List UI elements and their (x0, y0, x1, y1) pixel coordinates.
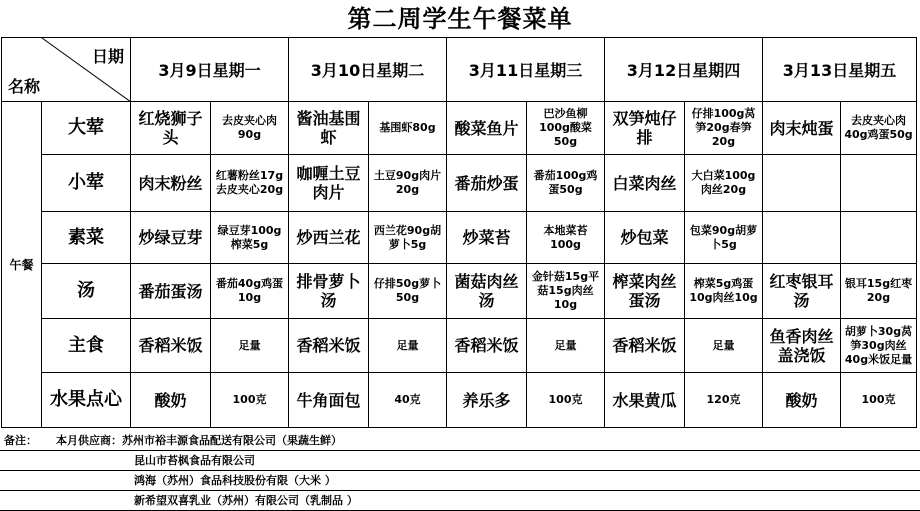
note-line (0, 471, 920, 491)
category-label: 大荤 (42, 102, 131, 155)
dish-quantity: 绿豆芽100g榨菜5g (211, 212, 289, 264)
dish-name: 炒西兰花 (289, 212, 369, 264)
day-header: 3月10日星期二 (289, 38, 447, 102)
note-line (0, 491, 920, 511)
dish-quantity: 本地菜苔100g (527, 212, 605, 264)
dish-name: 红烧狮子头 (131, 102, 211, 155)
day-header: 3月13日星期五 (763, 38, 917, 102)
dish-quantity: 胡萝卜30g莴笋30g肉丝40g米饭足量 (841, 319, 917, 373)
menu-row-4 (2, 319, 917, 373)
note-line (0, 431, 920, 451)
dish-quantity: 40克 (369, 373, 447, 428)
dish-name: 咖喱土豆肉片 (289, 155, 369, 212)
dish-name: 白菜肉丝 (605, 155, 685, 212)
dish-name: 肉末粉丝 (131, 155, 211, 212)
dish-quantity: 仔排50g萝卜50g (369, 264, 447, 319)
dish-quantity: 足量 (685, 319, 763, 373)
menu-row-1 (2, 155, 917, 212)
menu-row-5 (2, 373, 917, 428)
dish-name: 炒菜苔 (447, 212, 527, 264)
dish-quantity: 金针菇15g平菇15g肉丝10g (527, 264, 605, 319)
category-label: 水果点心 (42, 373, 131, 428)
dish-quantity: 番茄40g鸡蛋10g (211, 264, 289, 319)
supplier-line: 本月供应商：苏州市裕丰源食品配送有限公司（果蔬生鲜） (56, 434, 342, 447)
dish-name: 牛角面包 (289, 373, 369, 428)
header-corner-cell (2, 38, 131, 102)
dish-quantity: 包菜90g胡萝卜5g (685, 212, 763, 264)
notes-label: 备注： (4, 434, 37, 447)
dish-quantity: 基围虾80g (369, 102, 447, 155)
dish-quantity: 仔排100g莴笋20g春笋20g (685, 102, 763, 155)
dish-name: 鱼香肉丝盖浇饭 (763, 319, 841, 373)
dish-quantity: 100克 (211, 373, 289, 428)
notes-section (0, 431, 920, 511)
dish-name: 菌菇肉丝汤 (447, 264, 527, 319)
dish-quantity: 红薯粉丝17g去皮夹心20g (211, 155, 289, 212)
supplier-line: 昆山市苔枫食品有限公司 (134, 454, 255, 467)
dish-name: 榨菜肉丝蛋汤 (605, 264, 685, 319)
dish-name: 香稻米饭 (605, 319, 685, 373)
dish-quantity: 100克 (527, 373, 605, 428)
dish-quantity: 土豆90g肉片20g (369, 155, 447, 212)
category-label: 素菜 (42, 212, 131, 264)
dish-quantity: 榨菜5g鸡蛋10g肉丝10g (685, 264, 763, 319)
dish-name: 番茄炒蛋 (447, 155, 527, 212)
page-title: 第二周学生午餐菜单 (347, 5, 573, 33)
header-row (2, 38, 917, 102)
dish-quantity: 去皮夹心肉40g鸡蛋50g (841, 102, 917, 155)
supplier-line: 鸿海（苏州）食品科技股份有限（大米 ） (134, 474, 336, 487)
dish-quantity: 足量 (527, 319, 605, 373)
category-label: 汤 (42, 264, 131, 319)
dish-name: 肉末炖蛋 (763, 102, 841, 155)
dish-name: 酸奶 (763, 373, 841, 428)
dish-quantity: 西兰花90g胡萝卜5g (369, 212, 447, 264)
dish-name: 香稻米饭 (289, 319, 369, 373)
dish-name: 番茄蛋汤 (131, 264, 211, 319)
dish-quantity: 120克 (685, 373, 763, 428)
dish-name (763, 212, 841, 264)
dish-name: 炒包菜 (605, 212, 685, 264)
name-label: 名称 (8, 77, 41, 96)
menu-row-0 (2, 102, 917, 155)
note-line (0, 451, 920, 471)
menu-row-2 (2, 212, 917, 264)
dish-name: 酱油基围虾 (289, 102, 369, 155)
dish-name: 水果黄瓜 (605, 373, 685, 428)
dish-name: 双笋炖仔排 (605, 102, 685, 155)
day-header: 3月12日星期四 (605, 38, 763, 102)
lunch-menu-table (1, 37, 917, 428)
dish-name: 养乐多 (447, 373, 527, 428)
dish-name: 红枣银耳汤 (763, 264, 841, 319)
dish-quantity: 大白菜100g肉丝20g (685, 155, 763, 212)
meal-label: 午餐 (2, 102, 42, 428)
dish-quantity: 去皮夹心肉90g (211, 102, 289, 155)
dish-quantity: 番茄100g鸡蛋50g (527, 155, 605, 212)
date-label: 日期 (91, 47, 124, 66)
dish-name: 酸奶 (131, 373, 211, 428)
dish-quantity: 100克 (841, 373, 917, 428)
day-header: 3月9日星期一 (131, 38, 289, 102)
dish-name: 炒绿豆芽 (131, 212, 211, 264)
day-header: 3月11日星期三 (447, 38, 605, 102)
dish-quantity: 银耳15g红枣20g (841, 264, 917, 319)
supplier-line: 新希望双喜乳业（苏州）有限公司（乳制品 ） (134, 494, 358, 507)
dish-name: 香稻米饭 (447, 319, 527, 373)
dish-quantity: 足量 (211, 319, 289, 373)
dish-name: 酸菜鱼片 (447, 102, 527, 155)
dish-name: 排骨萝卜汤 (289, 264, 369, 319)
dish-quantity: 巴沙鱼柳100g酸菜50g (527, 102, 605, 155)
dish-name: 香稻米饭 (131, 319, 211, 373)
dish-quantity: 足量 (369, 319, 447, 373)
dish-quantity (841, 212, 917, 264)
category-label: 小荤 (42, 155, 131, 212)
dish-name (763, 155, 841, 212)
dish-quantity (841, 155, 917, 212)
category-label: 主食 (42, 319, 131, 373)
menu-row-3 (2, 264, 917, 319)
